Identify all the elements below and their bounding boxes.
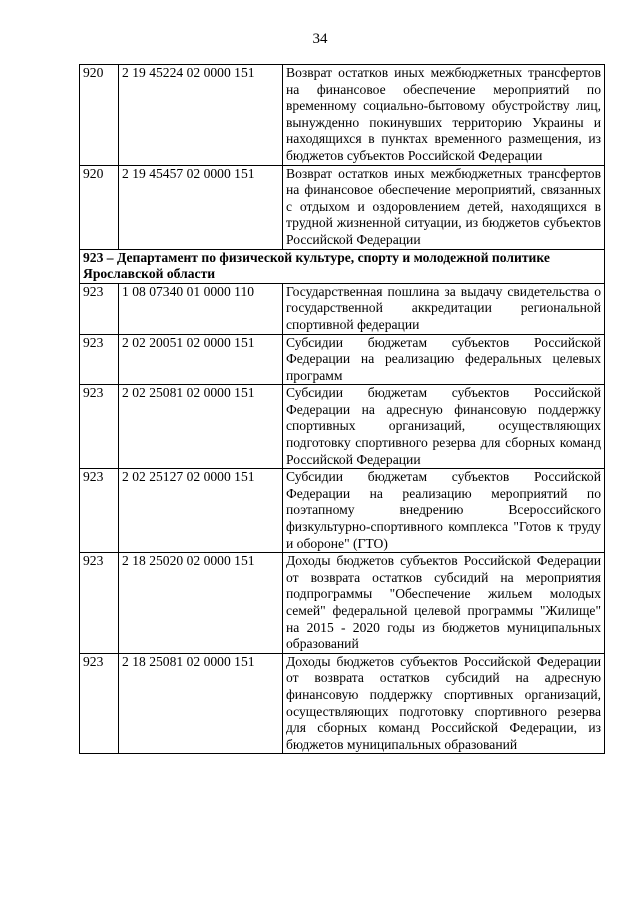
revenue-name-cell: Доходы бюджетов субъектов Российской Федерации от возврата остатков субсидий на мероприятия подпрограммы "Обеспечение жильем молодых семей" федеральной целевой программы "Жилище" на 2015 - 2020 годы из бюджетов муниципальных образований (283, 553, 605, 654)
budget-classification-code-cell: 2 02 25081 02 0000 151 (119, 385, 283, 469)
budget-classification-code-cell: 2 19 45457 02 0000 151 (119, 165, 283, 249)
administrator-code-cell: 920 (80, 165, 119, 249)
revenue-name-cell: Субсидии бюджетам субъектов Российской Федерации на адресную финансовую поддержку спортивных организаций, осуществляющих подготовку спортивного резерва для сборных команд Российской Федерации (283, 385, 605, 469)
budget-classification-code-cell: 2 02 25127 02 0000 151 (119, 469, 283, 553)
table-row (80, 334, 605, 385)
budget-classification-code-cell: 2 02 20051 02 0000 151 (119, 334, 283, 385)
table-row (80, 385, 605, 469)
revenue-name-cell: Возврат остатков иных межбюджетных трансфертов на финансовое обеспечение мероприятий, связанных с отдыхом и оздоровлением детей, находящихся в трудной жизненной ситуации, из бюджетов субъектов Российской Федерации (283, 165, 605, 249)
budget-classification-code-cell: 2 19 45224 02 0000 151 (119, 65, 283, 166)
revenue-name-cell: Возврат остатков иных межбюджетных трансфертов на финансовое обеспечение мероприятий по временному социально-бытовому обустройству лиц, вынужденно покинувших территорию Украины и находящихся в пунктах временного размещения, из бюджетов субъектов Российской Федерации (283, 65, 605, 166)
budget-classification-code-cell: 2 18 25081 02 0000 151 (119, 653, 283, 754)
revenue-name-cell: Субсидии бюджетам субъектов Российской Федерации на реализацию мероприятий по поэтапному внедрению Всероссийского физкультурно-спортивного комплекса "Готов к труду и обороне" (ГТО) (283, 469, 605, 553)
revenue-name-cell: Государственная пошлина за выдачу свидетельства о государственной аккредитации региональной спортивной федерации (283, 283, 605, 334)
revenue-name-cell: Субсидии бюджетам субъектов Российской Федерации на реализацию федеральных целевых программ (283, 334, 605, 385)
page-number: 34 (312, 31, 328, 47)
table-row (80, 165, 605, 249)
budget-classification-code-cell: 1 08 07340 01 0000 110 (119, 283, 283, 334)
section-heading: 923 – Департамент по физической культуре, спорту и молодежной политике Ярославской области (80, 249, 605, 283)
table-row (80, 469, 605, 553)
budget-classification-code-cell: 2 18 25020 02 0000 151 (119, 553, 283, 654)
administrator-code-cell: 923 (80, 469, 119, 553)
administrator-code-cell: 923 (80, 553, 119, 654)
budget-codes-table (79, 64, 605, 754)
table-row (80, 283, 605, 334)
administrator-code-cell: 923 (80, 283, 119, 334)
table-row (80, 653, 605, 754)
administrator-code-cell: 923 (80, 653, 119, 754)
administrator-code-cell: 923 (80, 385, 119, 469)
table-row (80, 65, 605, 166)
section-header-row (80, 249, 605, 283)
administrator-code-cell: 923 (80, 334, 119, 385)
revenue-name-cell: Доходы бюджетов субъектов Российской Федерации от возврата остатков субсидий на адресную финансовую поддержку спортивных организаций, осуществляющих подготовку спортивного резерва для сборных команд Российской Федерации, из бюджетов муниципальных образований (283, 653, 605, 754)
administrator-code-cell: 920 (80, 65, 119, 166)
table-row (80, 553, 605, 654)
